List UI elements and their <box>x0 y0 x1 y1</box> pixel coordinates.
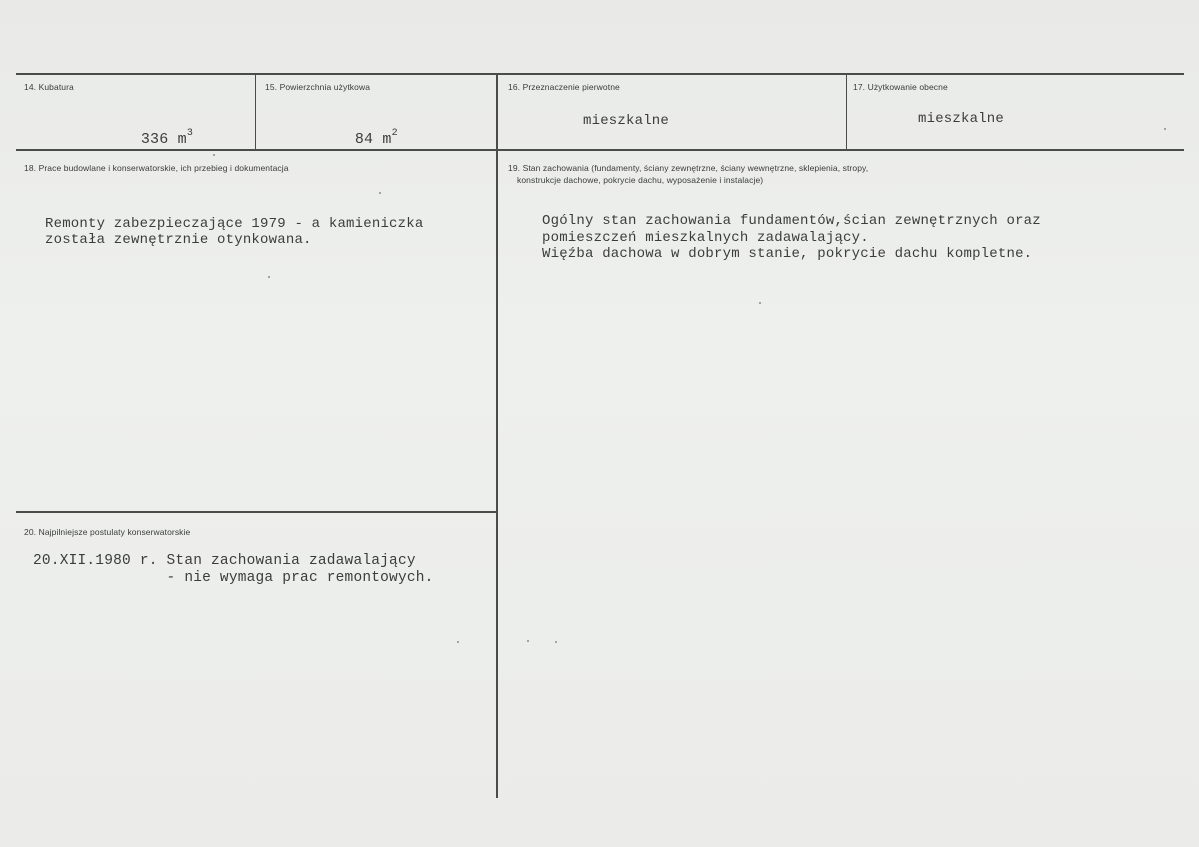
field-20-label: 20. Najpilniejsze postulaty konserwatorskie <box>24 527 191 537</box>
divider-main <box>496 74 498 798</box>
paper-speck <box>457 641 459 643</box>
field-17-label: 17. Użytkowanie obecne <box>853 82 948 92</box>
paper-speck <box>213 154 215 156</box>
top-rule <box>16 73 1184 75</box>
field-15-unit-exponent: 2 <box>391 128 398 139</box>
field-16-label: 16. Przeznaczenie pierwotne <box>508 82 620 92</box>
field-19-label-line-2: konstrukcje dachowe, pokrycie dachu, wyposażenie i instalacje) <box>517 175 764 185</box>
section20-top-rule <box>16 511 497 513</box>
field-19-line-2: pomieszczeń mieszkalnych zadawalający. <box>542 230 869 246</box>
paper-speck <box>268 276 270 278</box>
field-14-number: 336 m <box>140 131 187 148</box>
field-14-unit-exponent: 3 <box>186 128 194 139</box>
field-15-value <box>318 116 398 166</box>
field-19-line-3: Więźba dachowa w dobrym stanie, pokrycie dachu kompletne. <box>542 246 1033 262</box>
paper-speck <box>759 302 761 304</box>
field-14-label: 14. Kubatura <box>24 82 74 92</box>
field-17-value: mieszkalne <box>918 111 1005 127</box>
field-18-line-2: została zewnętrznie otynkowana. <box>45 232 312 248</box>
paper-speck <box>527 640 529 642</box>
field-18-label: 18. Prace budowlane i konserwatorskie, ich przebieg i dokumentacja <box>24 163 289 173</box>
paper-speck <box>555 641 557 643</box>
field-14-value <box>104 116 193 166</box>
field-19-label-line-1: 19. Stan zachowania (fundamenty, ściany zewnętrzne, ściany wewnętrzne, sklepienia, stropy, <box>508 163 869 173</box>
divider-14-15 <box>255 74 256 150</box>
field-15-number: 84 m <box>354 131 392 148</box>
field-19-line-1: Ogólny stan zachowania fundamentów,ścian zewnętrznych oraz <box>542 213 1041 229</box>
field-15-label: 15. Powierzchnia użytkowa <box>265 82 371 92</box>
field-18-line-1: Remonty zabezpieczające 1979 - a kamieniczka <box>45 216 424 232</box>
field-20-line-1: 20.XII.1980 r. Stan zachowania zadawalający <box>33 553 416 569</box>
paper-speck <box>379 192 381 194</box>
field-16-value: mieszkalne <box>583 113 670 129</box>
field-20-line-2: - nie wymaga prac remontowych. <box>33 570 434 586</box>
divider-16-17 <box>846 74 847 150</box>
paper-speck <box>1164 128 1166 130</box>
